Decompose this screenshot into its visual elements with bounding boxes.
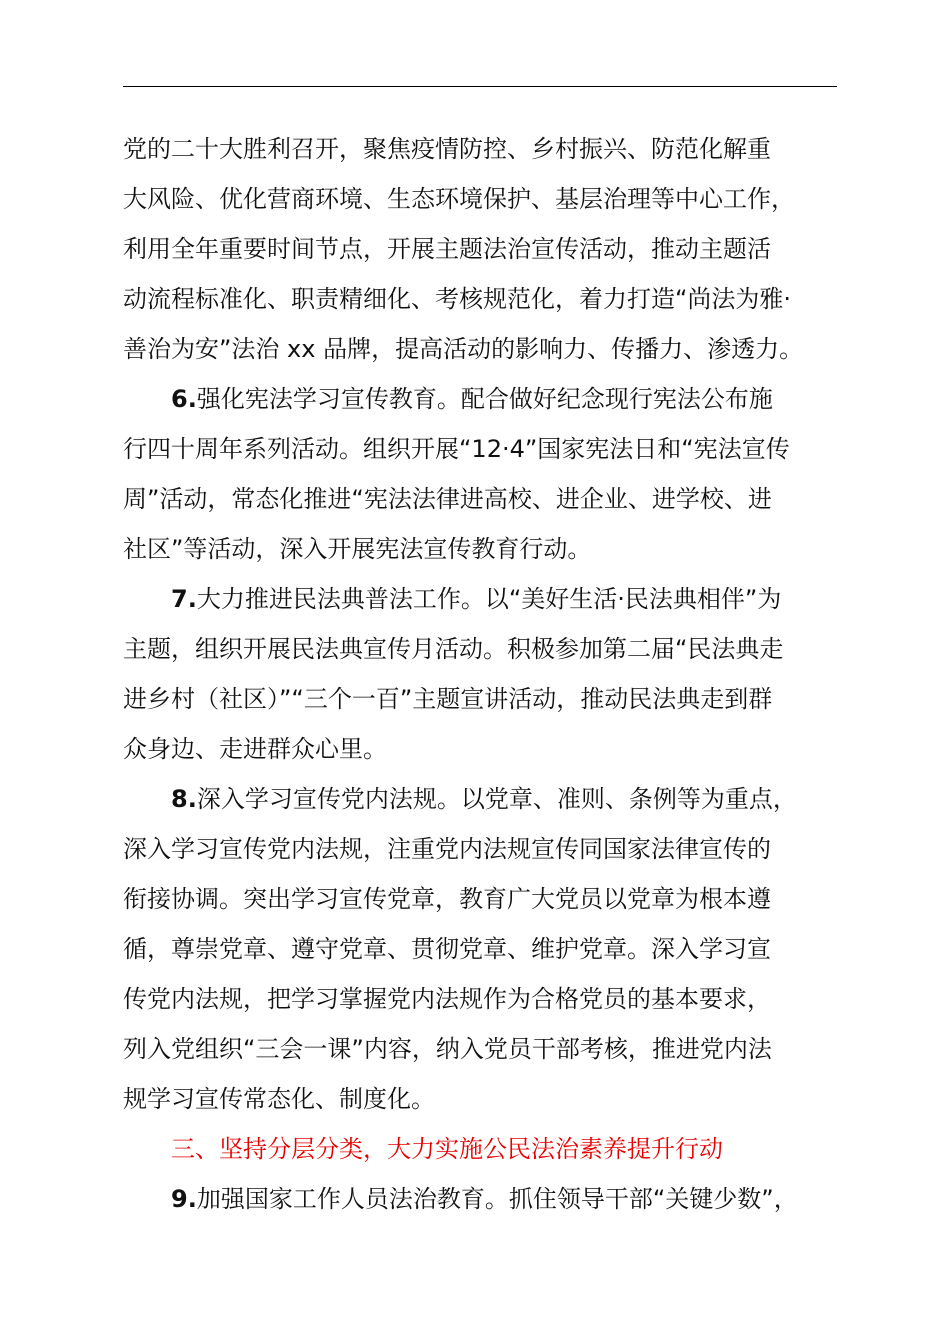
text-line: 列入党组织“三会一课”内容，纳入党员干部考核，推进党内法 [123,1035,772,1063]
text-line: 社区”等活动，深入开展宪法宣传教育行动。 [123,535,592,563]
section-9-number: 9. [171,1185,197,1213]
text-line: 规学习宣传常态化、制度化。 [123,1085,435,1113]
text-line: 传党内法规，把学习掌握党内法规作为合格党员的基本要求， [123,985,771,1013]
section-9-first-line: 9.加强国家工作人员法治教育。抓住领导干部“关键少数”， [171,1185,798,1213]
section-8-first-line: 8.深入学习宣传党内法规。以党章、准则、条例等为重点， [171,785,797,813]
document-body [123,124,837,1224]
text-line: 循，尊崇党章、遵守党章、贯彻党章、维护党章。深入学习宣 [123,935,771,963]
section-7-first-line: 7.大力推进民法典普法工作。以“美好生活·民法典相伴”为 [171,585,782,613]
text-line: 主题，组织开展民法典宣传月活动。积极参加第二届“民法典走 [123,635,784,663]
text-line: 进乡村（社区）”“三个一百”主题宣讲活动，推动民法典走到群 [123,685,773,713]
text-line: 行四十周年系列活动。组织开展“12·4”国家宪法日和“宪法宣传 [123,435,790,463]
section-6-number: 6. [171,385,197,413]
text-line: 利用全年重要时间节点，开展主题法治宣传活动，推动主题活 [123,235,771,263]
section-7-number: 7. [171,585,197,613]
header-rule [123,86,837,87]
section-6-first-line: 6.强化宪法学习宣传教育。配合做好纪念现行宪法公布施 [171,385,773,413]
text-line: 衔接协调。突出学习宣传党章，教育广大党员以党章为根本遵 [123,885,771,913]
text-line: 深入学习宣传党内法规，注重党内法规宣传同国家法律宣传的 [123,835,771,863]
text-line: 善治为安”法治 xx 品牌，提高活动的影响力、传播力、渗透力。 [123,335,804,363]
text-line: 周”活动，常态化推进“宪法法律进高校、进企业、进学校、进 [123,485,772,513]
text-line: 大风险、优化营商环境、生态环境保护、基层治理等中心工作， [123,185,795,213]
section-heading-3: 三、坚持分层分类，大力实施公民法治素养提升行动 [171,1135,723,1163]
section-8-number: 8. [171,785,197,813]
text-line: 党的二十大胜利召开，聚焦疫情防控、乡村振兴、防范化解重 [123,135,771,163]
text-line: 众身边、走进群众心里。 [123,735,387,763]
text-line: 动流程标准化、职责精细化、考核规范化，着力打造“尚法为雅· [123,285,792,313]
